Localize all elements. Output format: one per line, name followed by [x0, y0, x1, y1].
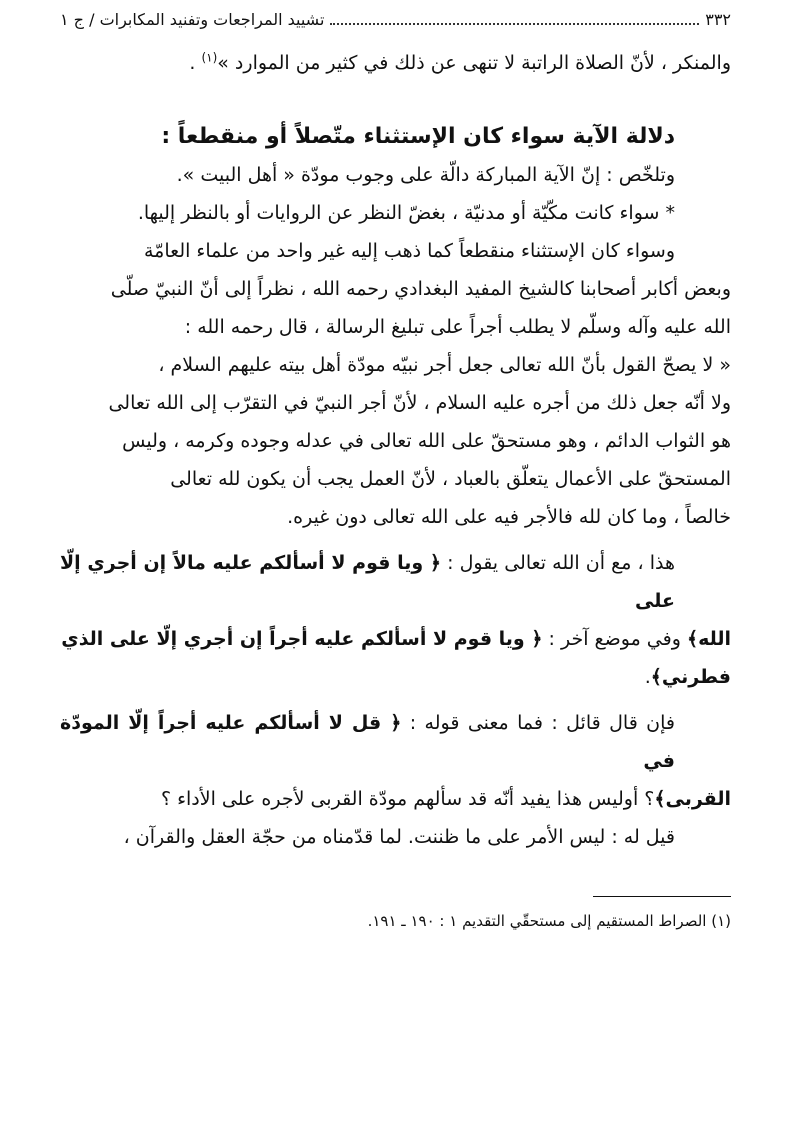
footnote: (١) الصراط المستقيم إلى مستحقّي التقديم ١ : ١٩٠ ـ ١٩١.: [367, 912, 731, 930]
text-line: [60, 658, 731, 696]
text-segment: دلالة الآية سواء كان الإستثناء متّصلاً أو منقطعاً :: [161, 124, 675, 149]
text-line: [60, 498, 731, 536]
text-line: [60, 308, 731, 346]
footnote-divider: [593, 896, 731, 897]
quran-quote: القربى﴾: [654, 788, 731, 810]
text-line: [60, 818, 731, 856]
text-line: [60, 544, 731, 620]
quran-quote: ﴿ ويا قوم لا أسألكم عليه مالاً إن أجري إلّا على: [60, 552, 675, 612]
page-number: ٣٣٢: [705, 10, 731, 29]
text-segment: الله عليه وآله وسلّم لا يطلب أجراً على تبليغ الرسالة ، قال رحمه الله :: [184, 316, 731, 338]
footnote-ref[interactable]: (١): [201, 50, 218, 65]
text-segment: وسواء كان الإستثناء منقطعاً كما ذهب إليه غير واحد من علماء العامّة: [144, 240, 675, 262]
section-heading: [60, 118, 731, 156]
text-segment: وتلخّص : إنّ الآية المباركة دالّة على وجوب مودّة « أهل البيت ».: [176, 164, 675, 186]
text-segment: ولا أنّه جعل ذلك من أجره عليه السلام ، لأنّ أجر النبيّ في التقرّب إلى الله تعالى: [108, 392, 731, 414]
text-line: [60, 704, 731, 780]
text-segment: هذا ، مع أن الله تعالى يقول :: [440, 552, 676, 574]
text-line: [60, 384, 731, 422]
text-segment: « لا يصحّ القول بأنّ الله تعالى جعل أجر نبيّه مودّة أهل بيته عليهم السلام ،: [158, 354, 731, 376]
text-line: [60, 620, 731, 658]
text-segment: وفي موضع آخر :: [542, 628, 687, 650]
text-line: [60, 422, 731, 460]
text-segment: هو الثواب الدائم ، وهو مستحقّ على الله تعالى في عدله وجوده وكرمه ، وليس: [122, 430, 731, 452]
text-segment: .: [644, 666, 651, 688]
text-line: [60, 346, 731, 384]
text-segment: خالصاً ، وما كان لله فالأجر فيه على الله تعالى دون غيره.: [287, 506, 731, 528]
text-segment: * سواء كانت مكّيّة أو مدنيّة ، بغضّ النظر عن الروايات أو بالنظر إليها.: [137, 202, 675, 224]
text-line: [60, 270, 731, 308]
text-segment: فإن قال قائل : فما معنى قوله :: [401, 712, 676, 734]
quran-quote: الله﴾: [686, 628, 731, 650]
text-line: [60, 780, 731, 818]
text-line: [60, 156, 731, 194]
quran-quote: ﴿ قل لا أسألكم عليه أجراً إلّا المودّة في: [60, 712, 675, 772]
running-title: تشييد المراجعات وتفنيد المكابرات / ج ١: [60, 10, 325, 29]
running-header: [60, 8, 731, 32]
text-segment: ؟ أوليس هذا يفيد أنّه قد سألهم مودّة القربى لأجره على الأداء ؟: [160, 788, 655, 810]
text-segment: المستحقّ على الأعمال يتعلّق بالعباد ، لأنّ العمل يجب أن يكون لله تعالى: [170, 468, 731, 490]
text-segment: قيل له : ليس الأمر على ما ظننت. لما قدّمناه من حجّة العقل والقرآن ،: [123, 826, 675, 848]
quran-quote: فطرني﴾: [650, 666, 731, 688]
text-line: [60, 232, 731, 270]
text-line: [60, 194, 731, 232]
text-line: [60, 44, 731, 82]
quran-quote: ﴿ ويا قوم لا أسألكم عليه أجراً إن أجري إلّا على الذي: [61, 628, 543, 650]
text-line: [60, 460, 731, 498]
page: [60, 0, 731, 963]
text-segment: وبعض أكابر أصحابنا كالشيخ المفيد البغدادي رحمه الله ، نظراً إلى أنّ النبيّ صلّى: [110, 278, 731, 300]
header-dots: [330, 13, 699, 25]
page-body: [60, 44, 731, 856]
text-segment: والمنكر ، لأنّ الصلاة الراتبة لا تنهى عن ذلك في كثير من الموارد »: [217, 52, 731, 74]
text-segment: .: [189, 52, 202, 74]
